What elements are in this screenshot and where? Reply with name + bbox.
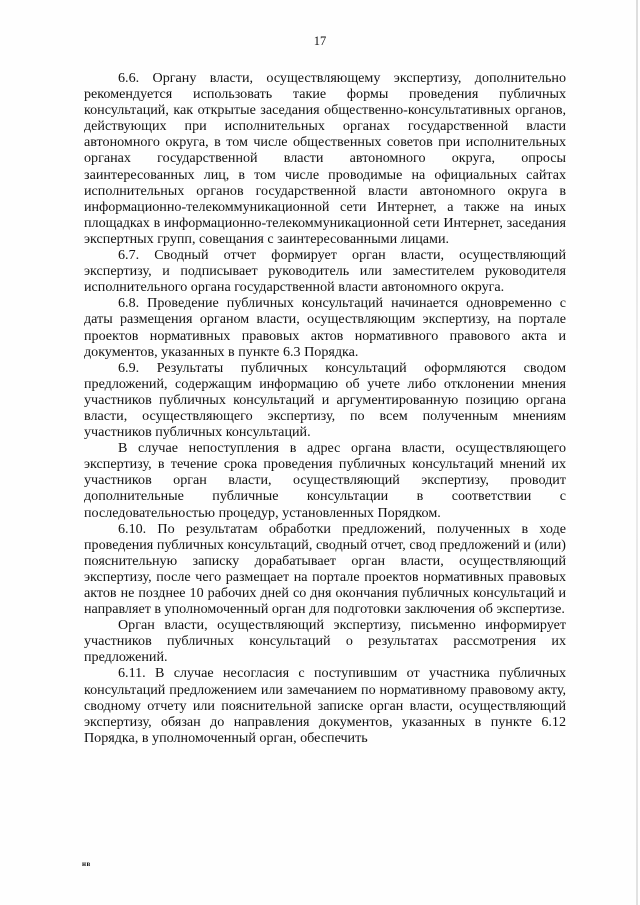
paragraph-6-9: 6.9. Результаты публичных консультаций оформляются сводом предложений, содержащим информацию об учете либо отклонении мнения участников публичных консультаций и аргументированную позицию органа власти, осуществляющего экспертизу, по всем полученным мнениям участников публичных консультаций. <box>84 359 566 441</box>
page-number: 17 <box>313 34 327 48</box>
paragraph-6-11: 6.11. В случае несогласия с поступившим от участника публичных консультаций предложением или замечанием по нормативному правовому акту, сводному отчету или пояснительной записке орган власти, осуществляющий экспертизу, обязан до направления документов, указанных в пункте 6.12 Порядка, в уполномоченный орган, обеспечить <box>84 665 566 746</box>
footer-mark: нв <box>82 860 91 868</box>
paragraph-6-7: 6.7. Сводный отчет формирует орган власти, осуществляющий экспертизу, и подписывает руководитель или заместителем руководителя исполнительного органа государственной власти автономного округа. <box>84 247 566 296</box>
paragraph-6-10: 6.10. По результатам обработки предложений, полученных в ходе проведения публичных консультаций, сводный отчет, свод предложений и (или) пояснительную записку дорабатывает орган власти, осуществляющий экспертизу, после чего размещает на портале проектов нормативных правовых актов не позднее 10 рабочих дней со дня окончания публичных консультаций и направляет в уполномоченный орган для подготовки заключения об экспертизе. <box>84 520 566 618</box>
paragraph-6-9-continued: В случае непоступления в адрес органа власти, осуществляющего экспертизу, в течение срока проведения публичных консультаций мнений их участников орган власти, осуществляющий экспертизу, проводит дополнительные публичные консультации в соответствии с последовательностью процедур, установленных Порядком. <box>84 440 566 521</box>
paragraph-6-8: 6.8. Проведение публичных консультаций начинается одновременно с даты размещения органом власти, осуществляющим экспертизу, на портале проектов нормативных правовых актов нормативного правового акта и документов, указанных в пункте 6.3 Порядка. <box>84 295 566 360</box>
paragraph-6-10-continued: Орган власти, осуществляющий экспертизу, письменно информирует участников публичных консультаций о результатах рассмотрения их предложений. <box>84 617 566 666</box>
scan-edge <box>636 0 638 905</box>
paragraph-6-6: 6.6. Органу власти, осуществляющему экспертизу, дополнительно рекомендуется использовать такие формы проведения публичных консультаций, как открытые заседания общественно-консультативных органов, действующих при исполнительных органах государственной власти автономного округа, в том числе общественных советов при исполнительных органах государственной власти автономного округа, опросы заинтересованных лиц, в том числе проводимые на официальных сайтах исполнительных органов государственной власти автономного округа в информационно-телекоммуникационной сети Интернет, а также на иных площадках в информационно-телекоммуникационной сети Интернет, заседания экспертных групп, совещания с заинтересованными лицами. <box>84 70 566 247</box>
document-body <box>84 70 566 746</box>
